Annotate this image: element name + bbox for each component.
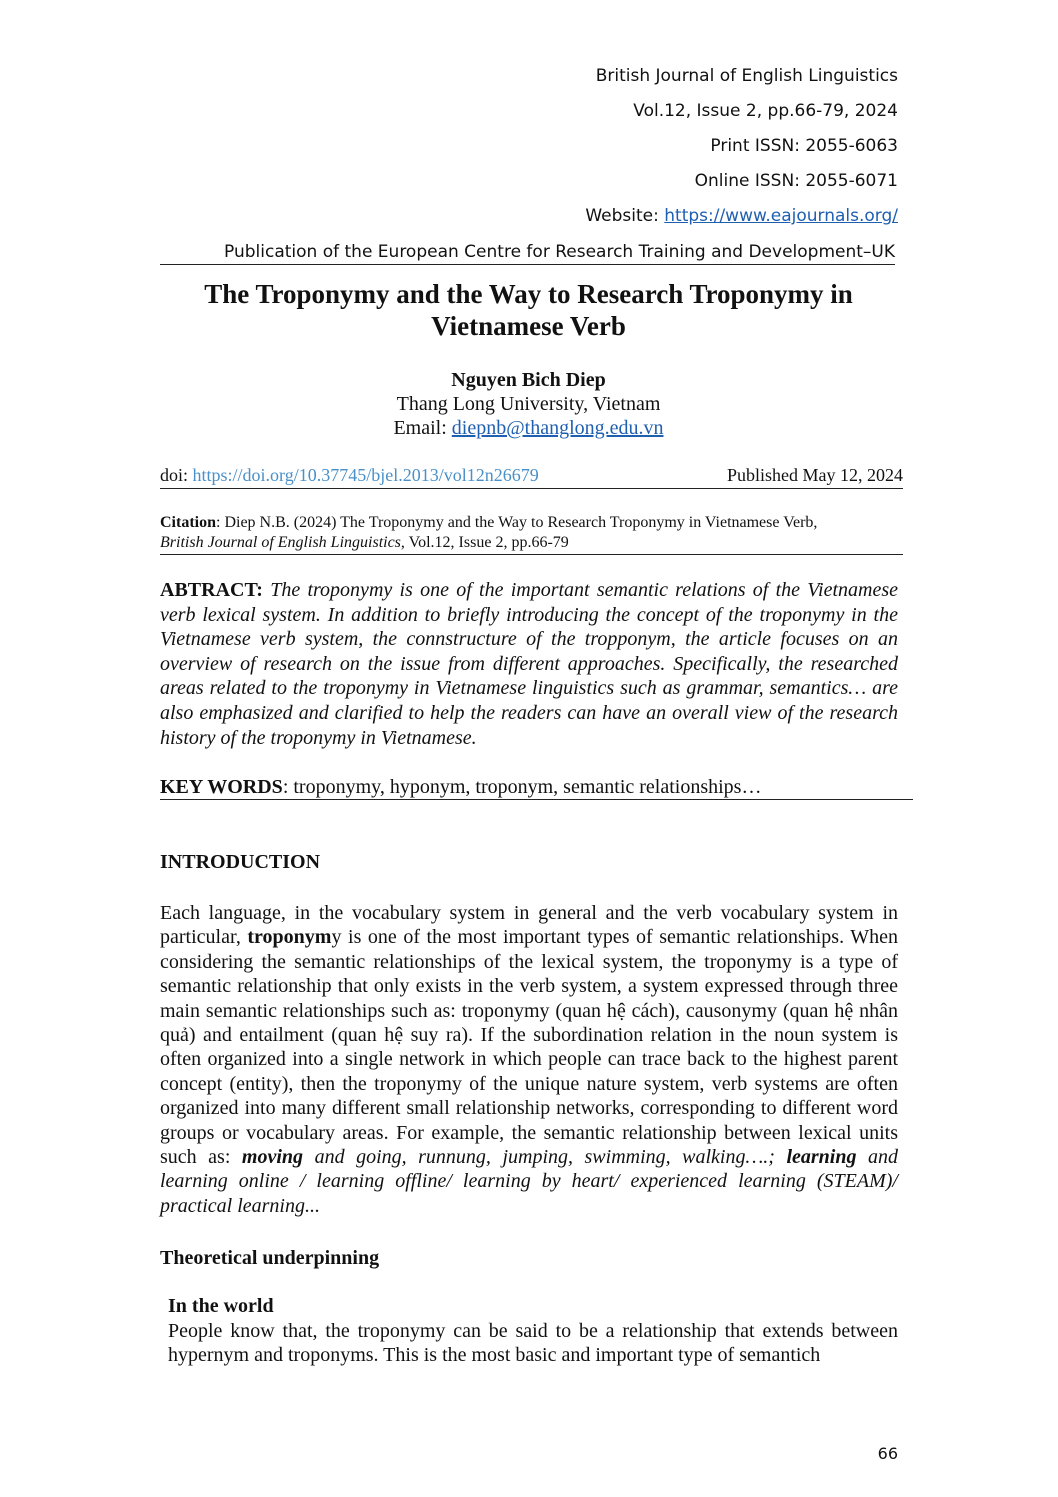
doi-field [160, 465, 539, 485]
doi-row [160, 465, 903, 489]
intro-example-2: and learning online / learning offline/ learning by heart/ experienced learning (STEAM)/ practical learning... [160, 1146, 898, 1217]
keywords [160, 775, 913, 800]
abstract [160, 578, 898, 750]
introduction-heading: INTRODUCTION [160, 851, 321, 873]
doi-label: doi: [160, 465, 193, 485]
paper-title [160, 278, 897, 342]
print-issn: Print ISSN: 2055-6063 [710, 136, 898, 156]
citation-text-1: : Diep N.B. (2024) The Troponymy and the Way to Research Troponymy in Vietnamese Verb, [216, 514, 818, 531]
citation-text-2: , Vol.12, Issue 2, pp.66-79 [400, 534, 569, 551]
citation-journal: British Journal of English Linguistics [160, 534, 401, 551]
author-name: Nguyen Bich Diep [451, 369, 606, 391]
title-line-1: The Troponymy and the Way to Research Troponymy in [204, 279, 853, 309]
author-affiliation: Thang Long University, Vietnam [396, 393, 661, 415]
publication-line: Publication of the European Centre for Research Training and Development–UK [160, 242, 895, 265]
website-link[interactable]: https://www.eajournals.org/ [664, 206, 898, 226]
author-block [160, 368, 897, 440]
world-subheading: In the world [168, 1295, 274, 1317]
keywords-label: KEY WORDS [160, 776, 283, 798]
journal-name: British Journal of English Linguistics [595, 66, 898, 86]
website-line [585, 206, 898, 226]
website-label: Website: [585, 206, 665, 226]
introduction-paragraph [160, 901, 898, 1218]
email-link[interactable]: diepnb@thanglong.edu.vn [451, 417, 664, 439]
author-email-line [160, 416, 897, 440]
volume-info: Vol.12, Issue 2, pp.66-79, 2024 [633, 101, 898, 121]
theory-heading: Theoretical underpinning [160, 1247, 380, 1269]
intro-text-2: y is one of the most important types of semantic relationships. When considering the semantic relationships of the lexical system, the troponymy is a type of semantic relationship that only exists in the verb system, a system expressed through three main semantic relationships such as: troponymy (quan hệ cách), causonymy (quan hệ nhân quả) and entailment (quan hệ suy ra). If the subordination relation in the noun system is often organized into a single network in which people can trace back to the highest parent concept (entity), then the troponymy of the unique nature system, verb systems are often organized into many different small relationship networks, corresponding to different word groups or vocabulary areas. For example, the semantic relationship between lexical units such as: [160, 926, 899, 1169]
abstract-label: ABTRACT: [160, 579, 263, 601]
world-paragraph: People know that, the troponymy can be said to be a relationship that extends between hypernym and troponyms. This is the most basic and important type of semantich [168, 1320, 898, 1367]
keywords-text: : troponymy, hyponym, troponym, semantic relationships… [282, 776, 762, 798]
published-date: Published May 12, 2024 [726, 465, 903, 485]
intro-bold-term: troponym [247, 926, 332, 949]
intro-example-1: and going, runnung, jumping, swimming, walking….; [303, 1146, 787, 1169]
page-number: 66 [877, 1444, 898, 1463]
citation [160, 513, 903, 555]
intro-example-2-bold: learning [786, 1146, 857, 1169]
citation-label: Citation [160, 514, 216, 531]
email-label: Email: [393, 417, 452, 439]
abstract-text: The troponymy is one of the important semantic relations of the Vietnamese verb lexical system. In addition to briefly introducing the concept of the troponymy in the Vietnamese verb system, the connstructure of the tropponym, the article focuses on an overview of research on the issue from different approaches. Specifically, the researched areas related to the troponymy in Vietnamese linguistics such as grammar, semantics… are also emphasized and clarified to help the readers can have an overall view of the research history of the troponymy in Vietnamese. [160, 579, 898, 749]
title-line-2: Vietnamese Verb [431, 311, 626, 341]
intro-example-1-bold: moving [241, 1146, 304, 1169]
doi-link[interactable]: https://doi.org/10.37745/bjel.2013/vol12n26679 [192, 465, 539, 485]
intro-text-1: Each language, in the vocabulary system in general and the verb vocabulary system in particular, [160, 902, 898, 949]
online-issn: Online ISSN: 2055-6071 [694, 171, 898, 191]
